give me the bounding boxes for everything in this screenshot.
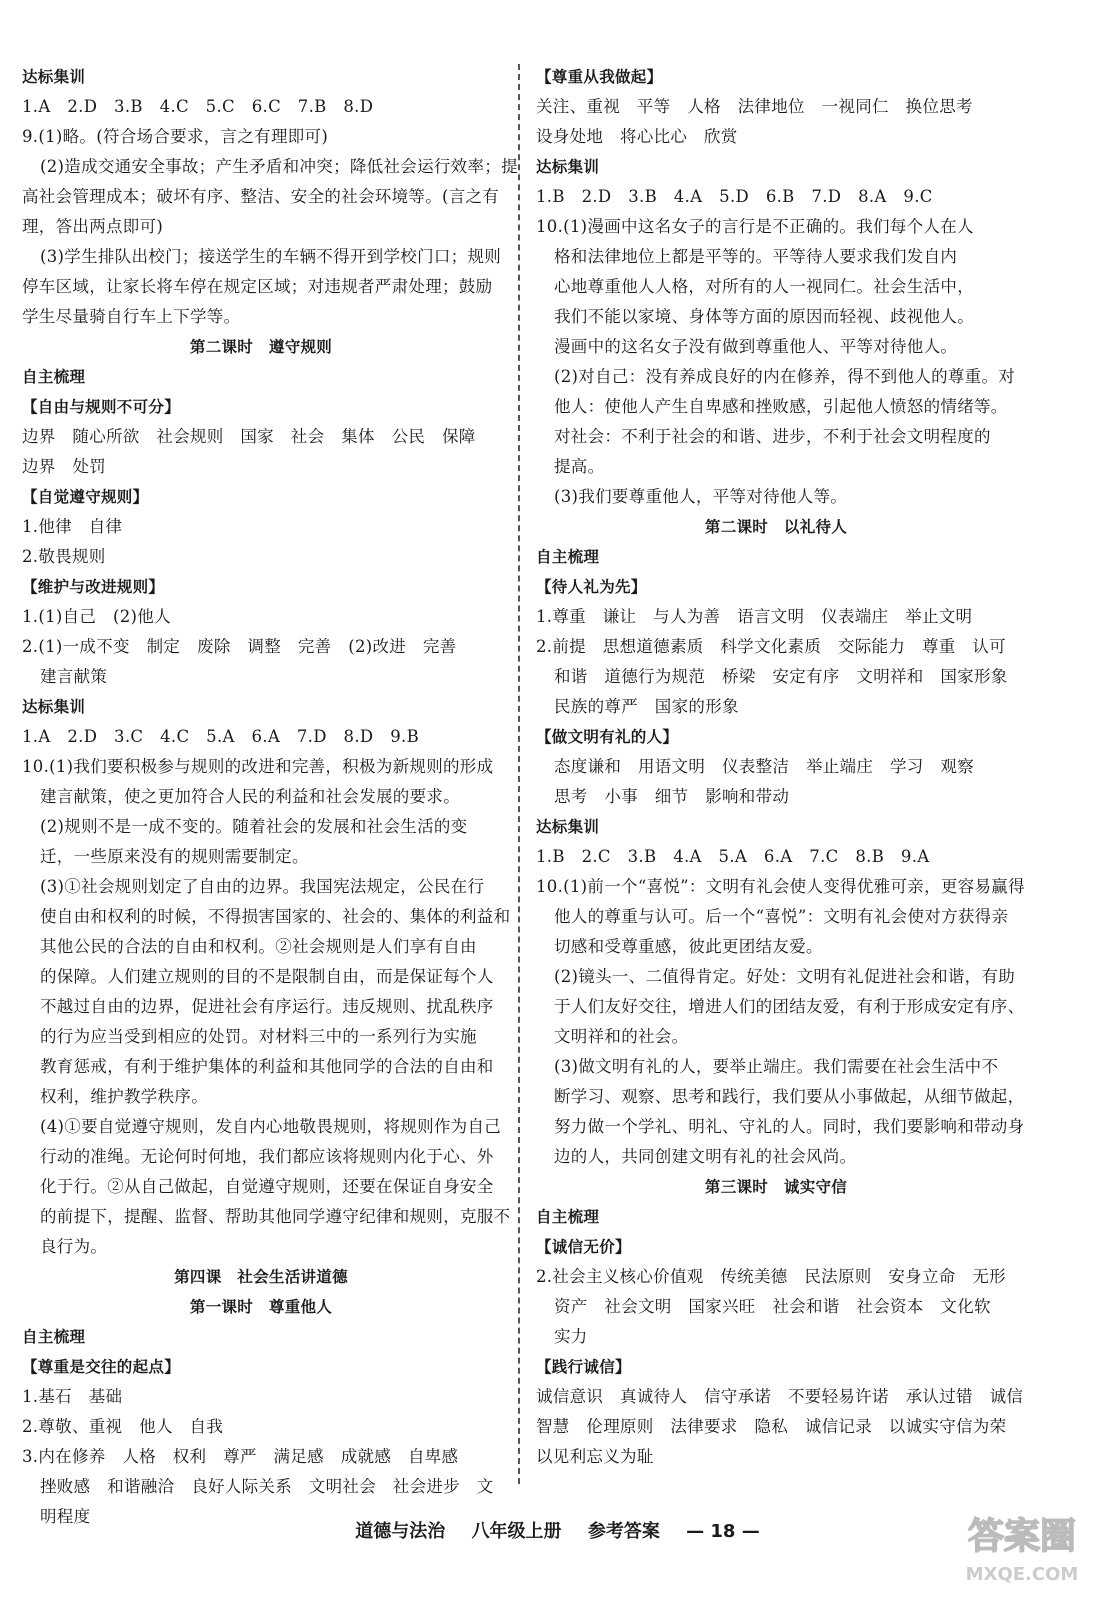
lesson-title: 第三课时 诚实守信	[704, 1178, 848, 1196]
text-line: 2.社会主义核心价值观 传统美德 民法原则 安身立命 无形	[536, 1267, 1006, 1286]
subsection-heading: 【待人礼为先】	[536, 578, 647, 596]
text-line: 其他公民的合法的自由和权利。②社会规则是人们享有自由	[40, 937, 477, 956]
lesson-title: 第四课 社会生活讲道德	[174, 1268, 348, 1286]
text-line: (4)①要自觉遵守规则，发自内心地敬畏规则，将规则作为自己	[40, 1117, 502, 1136]
text-line: 诚信意识 真诚待人 信守承诺 不要轻易许诺 承认过错 诚信	[536, 1387, 1024, 1406]
text-line: 10.(1)漫画中这名女子的言行是不正确的。我们每个人在人	[536, 217, 974, 236]
text-line: 的行为应当受到相应的处罚。对材料三中的一系列行为实施	[40, 1027, 477, 1046]
text-line: 实力	[554, 1327, 588, 1346]
text-line: 1.B 2.D 3.B 4.A 5.D 6.B 7.D 8.A 9.C	[536, 187, 933, 206]
footer-grade: 八年级上册	[471, 1521, 562, 1542]
text-line: 1.他律 自律	[22, 517, 123, 536]
text-line: 资产 社会文明 国家兴旺 社会和谐 社会资本 文化软	[554, 1297, 991, 1316]
text-line: 1.A 2.D 3.C 4.C 5.A 6.A 7.D 8.D 9.B	[22, 727, 419, 746]
watermark-url: MXQE.COM	[965, 1564, 1079, 1585]
text-line: 1.B 2.C 3.B 4.A 5.A 6.A 7.C 8.B 9.A	[536, 847, 930, 866]
section-heading: 达标集训	[22, 698, 86, 716]
text-line: 教育惩戒，有利于维护集体的利益和其他同学的合法的自由和	[40, 1057, 494, 1076]
text-line: 不越过自由的边界，促进社会有序运行。违反规则、扰乱秩序	[40, 997, 494, 1016]
text-line: 于人们友好交往，增进人们的团结友爱，有利于形成安定有序、	[554, 997, 1025, 1016]
text-line: 1.(1)自己 (2)他人	[22, 607, 171, 626]
text-line: 明程度	[40, 1507, 91, 1526]
text-line: 他人的尊重与认可。后一个“喜悦”：文明有礼会使对方获得亲	[554, 907, 1009, 926]
text-line: 1.基石 基础	[22, 1387, 123, 1406]
subsection-heading: 【维护与改进规则】	[22, 578, 165, 596]
text-line: 化于行。②从自己做起，自觉遵守规则，还要在保证自身安全	[40, 1177, 494, 1196]
right-column	[536, 62, 1025, 1472]
text-line: 2.尊敬、重视 他人 自我	[22, 1417, 224, 1436]
text-line: 学生尽量骑自行车上下学等。	[22, 307, 241, 326]
text-line: 切感和受尊重感，彼此更团结友爱。	[554, 937, 823, 956]
text-line: 使自由和权利的时候，不得损害国家的、社会的、集体的利益和	[40, 907, 511, 926]
text-line: 对社会：不利于社会的和谐、进步，不利于社会文明程度的	[554, 427, 991, 446]
text-line: 提高。	[554, 457, 605, 476]
section-heading: 自主梳理	[536, 548, 600, 566]
text-line: 民族的尊严 国家的形象	[554, 697, 739, 716]
lesson-title: 第二课时 遵守规则	[189, 338, 333, 356]
text-line: 边界 随心所欲 社会规则 国家 社会 集体 公民 保障	[22, 427, 476, 446]
text-line: (3)学生排队出校门；接送学生的车辆不得开到学校门口；规则	[40, 247, 502, 266]
text-line: 9.(1)略。(符合场合要求，言之有理即可)	[22, 127, 329, 146]
text-line: 态度谦和 用语文明 仪表整洁 举止端庄 学习 观察	[554, 757, 974, 776]
text-line: 2.前提 思想道德素质 科学文化素质 交际能力 尊重 认可	[536, 637, 1006, 656]
text-line: (3)①社会规则划定了自由的边界。我国宪法规定，公民在行	[40, 877, 485, 896]
text-line: 10.(1)前一个“喜悦”：文明有礼会使人变得优雅可亲，更容易赢得	[536, 877, 1025, 896]
text-line: 10.(1)我们要积极参与规则的改进和完善，积极为新规则的形成	[22, 757, 494, 776]
text-line: 我们不能以家境、身体等方面的原因而轻视、歧视他人。	[554, 307, 974, 326]
text-line: 1.尊重 谦让 与人为善 语言文明 仪表端庄 举止文明	[536, 607, 973, 626]
subsection-heading: 【自由与规则不可分】	[22, 398, 181, 416]
text-line: (2)造成交通安全事故；产生矛盾和冲突；降低社会运行效率；提	[40, 157, 518, 176]
text-line: 漫画中的这名女子没有做到尊重他人、平等对待他人。	[554, 337, 958, 356]
section-heading: 自主梳理	[22, 1328, 86, 1346]
text-line: 高社会管理成本；破坏有序、整洁、安全的社会环境等。(言之有	[22, 187, 500, 206]
footer-page-number: — 18 —	[686, 1521, 760, 1542]
text-line: 理，答出两点即可)	[22, 217, 164, 236]
text-line: 2.(1)一成不变 制定 废除 调整 完善 (2)改进 完善	[22, 637, 457, 656]
text-line: (3)做文明有礼的人，要举止端庄。我们需要在社会生活中不	[554, 1057, 999, 1076]
watermark-title: 答案圈	[967, 1516, 1077, 1557]
text-line: 1.A 2.D 3.B 4.C 5.C 6.C 7.B 8.D	[22, 97, 374, 116]
text-line: 心地尊重他人人格，对所有的人一视同仁。社会生活中，	[554, 277, 974, 296]
column-divider	[518, 64, 520, 1484]
section-heading: 自主梳理	[536, 1208, 600, 1226]
text-line: 设身处地 将心比心 欣赏	[536, 127, 738, 146]
text-line: 努力做一个学礼、明礼、守礼的人。同时，我们要影响和带动身	[554, 1117, 1025, 1136]
text-line: 的保障。人们建立规则的目的不是限制自由，而是保证每个人	[40, 967, 494, 986]
text-line: 停车区域，让家长将车停在规定区域；对违规者严肃处理；鼓励	[22, 277, 493, 296]
subsection-heading: 【自觉遵守规则】	[22, 488, 149, 506]
text-line: 挫败感 和谐融洽 良好人际关系 文明社会 社会进步 文	[40, 1477, 494, 1496]
text-line: (2)镜头一、二值得肯定。好处：文明有礼促进社会和谐，有助	[554, 967, 1016, 986]
text-line: 2.敬畏规则	[22, 547, 106, 566]
text-line: 边的人，共同创建文明有礼的社会风尚。	[554, 1147, 857, 1166]
text-line: (2)规则不是一成不变的。随着社会的发展和社会生活的变	[40, 817, 468, 836]
section-heading: 自主梳理	[22, 368, 86, 386]
subsection-heading: 【尊重是交往的起点】	[22, 1358, 181, 1376]
text-line: (2)对自己：没有养成良好的内在修养，得不到他人的尊重。对	[554, 367, 1016, 386]
text-line: 文明祥和的社会。	[554, 1027, 689, 1046]
subsection-heading: 【尊重从我做起】	[536, 68, 663, 86]
section-heading: 达标集训	[22, 68, 86, 86]
text-line: 智慧 伦理原则 法律要求 隐私 诚信记录 以诚实守信为荣	[536, 1417, 1007, 1436]
text-line: 建言献策，使之更加符合人民的利益和社会发展的要求。	[40, 787, 460, 806]
text-line: 良行为。	[40, 1237, 108, 1256]
lesson-title: 第二课时 以礼待人	[704, 518, 848, 536]
footer-label: 参考答案	[587, 1521, 660, 1542]
subsection-heading: 【诚信无价】	[536, 1238, 631, 1256]
section-heading: 达标集训	[536, 818, 600, 836]
left-column	[22, 62, 518, 1532]
text-line: 边界 处罚	[22, 457, 106, 476]
text-line: 关注、重视 平等 人格 法律地位 一视同仁 换位思考	[536, 97, 973, 116]
section-heading: 达标集训	[536, 158, 600, 176]
text-line: 以见利忘义为耻	[536, 1447, 654, 1466]
text-line: 的前提下，提醒、监督、帮助其他同学遵守纪律和规则，克服不	[40, 1207, 511, 1226]
text-line: 权利，维护教学秩序。	[40, 1087, 208, 1106]
subsection-heading: 【做文明有礼的人】	[536, 728, 679, 746]
text-line: 迁，一些原来没有的规则需要制定。	[40, 847, 309, 866]
footer-subject: 道德与法治	[355, 1521, 446, 1542]
text-line: (3)我们要尊重他人，平等对待他人等。	[554, 487, 848, 506]
text-line: 3.内在修养 人格 权利 尊严 满足感 成就感 自卑感	[22, 1447, 459, 1466]
text-line: 断学习、观察、思考和践行，我们要从小事做起，从细节做起，	[554, 1087, 1025, 1106]
subsection-heading: 【践行诚信】	[536, 1358, 631, 1376]
text-line: 行动的准绳。无论何时何地，我们都应该将规则内化于心、外	[40, 1147, 494, 1166]
text-line: 他人：使他人产生自卑感和挫败感，引起他人愤怒的情绪等。	[554, 397, 1008, 416]
watermark-logo	[947, 1500, 1097, 1590]
lesson-title: 第一课时 尊重他人	[189, 1298, 333, 1316]
text-line: 格和法律地位上都是平等的。平等待人要求我们发自内	[554, 247, 958, 266]
text-line: 和谐 道德行为规范 桥梁 安定有序 文明祥和 国家形象	[554, 667, 1008, 686]
text-line: 思考 小事 细节 影响和带动	[554, 787, 790, 806]
text-line: 建言献策	[40, 667, 108, 686]
